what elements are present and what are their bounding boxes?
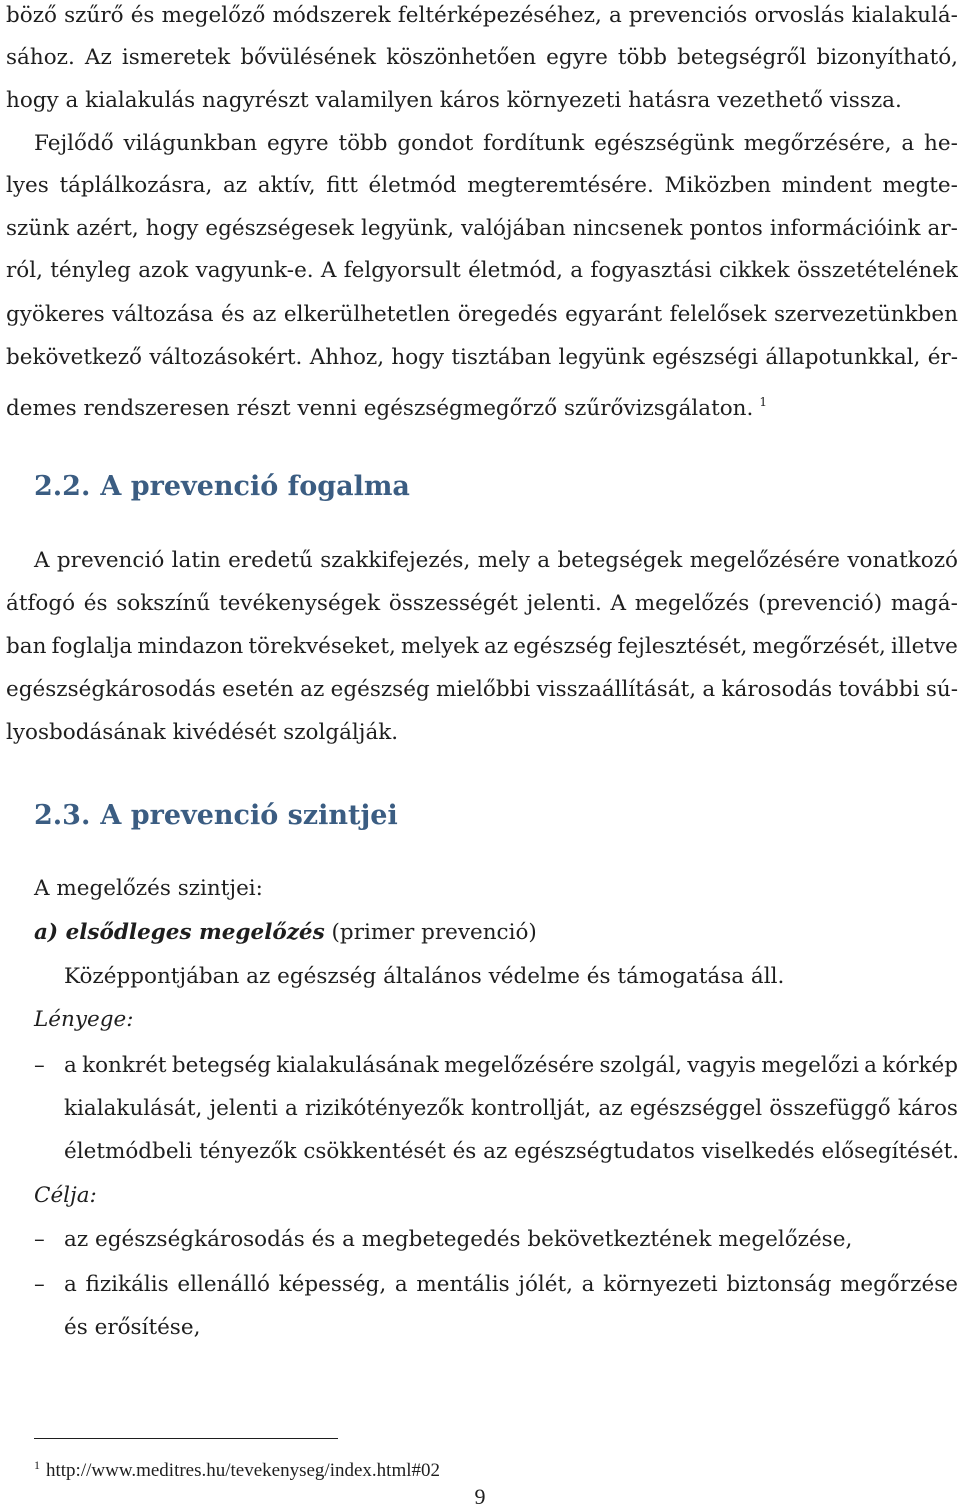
goal-item-1: az egészségkárosodás és a megbetegedés bekövetkeztének megelőzése, (64, 1227, 853, 1252)
word: a (570, 258, 584, 283)
word: egészség (330, 677, 430, 702)
word: szolgál, (599, 1053, 682, 1078)
word: mindent (781, 173, 872, 198)
essence-label: Lényege: (34, 1007, 134, 1032)
page-number: 9 (474, 1484, 486, 1509)
word: egészségünk (594, 131, 734, 156)
word: megelőzésére (444, 1053, 595, 1078)
intro-line-3: hogy a kialakulás nagyrészt valamilyen káros környezeti hatásra vezethető vissza. (6, 88, 902, 113)
word: állapotunkkal, (765, 345, 921, 370)
word: vagyunk-e. (195, 258, 314, 283)
word: biztonság (726, 1272, 832, 1297)
word: a (64, 1272, 77, 1297)
level-a-title: a) elsődleges megelőzés (34, 920, 325, 945)
word: legyünk (558, 345, 645, 370)
word: a (394, 1272, 408, 1297)
level-a-description: Középpontjában az egészség általános védelme és támogatása áll. (64, 964, 785, 989)
goal-item-2-line-1 (64, 1272, 958, 1298)
word: tisztában (451, 345, 552, 370)
word: törekvéseket, (248, 634, 396, 659)
word: bizonyítható, (816, 45, 958, 70)
word: betegségről (677, 45, 807, 70)
word: gondot (397, 131, 474, 156)
word: bekövetkező (6, 345, 142, 370)
word: valójában (461, 216, 566, 241)
word: betegségek (557, 548, 683, 573)
word: a (64, 1053, 77, 1078)
word: (prevenció) (758, 591, 883, 616)
word: illetve (891, 634, 958, 659)
word: összefüggő (769, 1096, 891, 1121)
word: egészségi (652, 345, 759, 370)
bullet-dash: – (34, 1272, 45, 1297)
word: megelőző (161, 3, 266, 28)
word: megelőzés (634, 591, 750, 616)
word: lyes (6, 173, 49, 198)
word: eredetű (228, 548, 313, 573)
word: megelőzésére (689, 548, 840, 573)
word: fordítunk (483, 131, 585, 156)
word: magá- (890, 591, 958, 616)
word: foglalja (51, 634, 133, 659)
word: egyre (266, 131, 329, 156)
word: bővülésének (240, 45, 377, 70)
word: a (702, 677, 716, 702)
word: több (338, 131, 388, 156)
footnote-marker: 1 (34, 1458, 40, 1472)
word: aktív, (257, 173, 316, 198)
word: vagyis (687, 1053, 757, 1078)
word: Miközben (664, 173, 772, 198)
word: felgyorsult (343, 258, 461, 283)
section-number: 2.3. (34, 800, 91, 831)
word: módszerek (272, 3, 391, 28)
word: az (483, 634, 509, 659)
bullet-dash: – (34, 1053, 45, 1078)
word: sához. (6, 45, 75, 70)
intro-line-10-text: demes rendszeresen részt venni egészségmegőrző szűrővizsgálaton. (6, 396, 754, 421)
word: káros (897, 1096, 958, 1121)
word: változásokért. (149, 345, 303, 370)
word: egészségesek (205, 216, 354, 241)
word: A (610, 591, 627, 616)
footnote-link[interactable]: http://www.meditres.hu/tevekenyseg/index.html#02 (46, 1460, 441, 1481)
word: vonatkozó (847, 548, 958, 573)
word: orvoslás (754, 3, 845, 28)
footnote (34, 1454, 440, 1482)
word: megőrzésére, (743, 131, 892, 156)
word: az (300, 677, 325, 702)
footnote-separator (34, 1438, 338, 1439)
word: esetén (222, 677, 294, 702)
word: tényleg (50, 258, 131, 283)
word: és (130, 3, 155, 28)
word: szervezetünkben (774, 302, 958, 327)
word: az (252, 302, 277, 327)
word: Ahhoz, (309, 345, 385, 370)
word: változása (112, 302, 214, 327)
word: összetételének (796, 258, 958, 283)
word: prevenció (56, 548, 165, 573)
word: feltérképezéséhez, (397, 3, 602, 28)
word: ér- (927, 345, 958, 370)
word: egyaránt (565, 302, 663, 327)
word: ban (6, 634, 47, 659)
word: he- (924, 131, 958, 156)
intro-line-9 (6, 345, 958, 371)
word: jelenti (209, 1096, 278, 1121)
word: öregedés (457, 302, 558, 327)
word: cikkek (718, 258, 790, 283)
word: latin (171, 548, 221, 573)
intro-line-4 (34, 131, 958, 157)
essence-item-line-2 (64, 1096, 958, 1122)
section-title: A prevenció szintjei (100, 800, 398, 831)
word: táplálkozásra, (59, 173, 213, 198)
word: legyünk, (360, 216, 455, 241)
word: mentális (416, 1272, 510, 1297)
word: rizikótényezők (304, 1096, 464, 1121)
word: környezeti (603, 1272, 718, 1297)
word: megelőzi (761, 1053, 859, 1078)
word: összességét (388, 591, 518, 616)
section-heading-2-2 (34, 471, 410, 503)
word: fogyasztási (590, 258, 712, 283)
word: Az (84, 45, 112, 70)
word: életmód, (468, 258, 563, 283)
word: nincsenek (572, 216, 683, 241)
word: és (83, 591, 108, 616)
word: sú- (925, 677, 958, 702)
word: azok (138, 258, 189, 283)
word: felelősek (669, 302, 767, 327)
word: további (838, 677, 920, 702)
intro-line-5 (6, 173, 958, 199)
essence-item-line-3: életmódbeli tényezők csökkentését és az egészségtudatos viselkedés elősegítését. (64, 1139, 960, 1164)
word: kórkép (882, 1053, 958, 1078)
word: fitt (326, 173, 358, 198)
word: ellenálló (177, 1272, 270, 1297)
word: kontrollját, (470, 1096, 592, 1121)
word: böző (6, 3, 57, 28)
intro-line-6 (6, 216, 958, 242)
word: a (901, 131, 915, 156)
prevention-line-2 (6, 591, 958, 617)
intro-line-10 (6, 389, 958, 422)
word: kialakulá- (851, 3, 958, 28)
word: képesség, (278, 1272, 387, 1297)
word: szünk (6, 216, 70, 241)
word: több (617, 45, 668, 70)
word: az (598, 1096, 623, 1121)
word: egészség (513, 634, 613, 659)
word: gyökeres (6, 302, 105, 327)
word: ról, (6, 258, 43, 283)
prevention-line-1 (34, 548, 958, 574)
word: megte- (882, 173, 958, 198)
word: mely (477, 548, 530, 573)
intro-line-2 (6, 45, 958, 71)
word: tevékenységek (218, 591, 381, 616)
word: mindazon (137, 634, 244, 659)
word: Fejlődő (34, 131, 114, 156)
intro-line-8 (6, 302, 958, 328)
word: prevenciós (628, 3, 748, 28)
level-a-subtitle: (primer prevenció) (324, 920, 537, 945)
word: a (864, 1053, 877, 1078)
word: azért, (76, 216, 139, 241)
section-heading-2-3 (34, 800, 398, 832)
word: pontos (689, 216, 763, 241)
bullet-dash: – (34, 1227, 45, 1252)
word: és (221, 302, 245, 327)
word: megőrzését, (752, 634, 886, 659)
word: a (608, 3, 622, 28)
word: A (34, 548, 50, 573)
word: világunkban (123, 131, 258, 156)
word: egyre (546, 45, 608, 70)
word: megteremtésére. (467, 173, 654, 198)
word: az (222, 173, 248, 198)
prevention-line-3 (6, 634, 958, 660)
prevention-line-4 (6, 677, 958, 703)
prevention-line-5: lyosbodásának kivédését szolgálják. (6, 720, 399, 745)
word: kialakulását, (64, 1096, 203, 1121)
word: visszaállítását, (536, 677, 697, 702)
word: szűrő (64, 3, 124, 28)
word: köszönhetően (386, 45, 537, 70)
section-number: 2.2. (34, 471, 91, 502)
word: életmód (368, 173, 457, 198)
word: a (581, 1272, 595, 1297)
word: a (284, 1096, 298, 1121)
word: a (537, 548, 551, 573)
levels-intro: A megelőzés szintjei: (34, 876, 263, 901)
word: ismeretek (121, 45, 231, 70)
essence-item-line-1 (64, 1053, 958, 1079)
word: jólét, (518, 1272, 573, 1297)
intro-line-1 (6, 3, 958, 29)
intro-line-7 (6, 258, 958, 284)
word: megőrzése (840, 1272, 958, 1297)
word: fizikális (85, 1272, 169, 1297)
word: egészséggel (629, 1096, 763, 1121)
footnote-reference[interactable]: 1 (759, 395, 767, 409)
word: elkerülhetetlen (283, 302, 451, 327)
word: ar- (927, 216, 958, 241)
level-a-heading (34, 920, 958, 946)
word: betegség (171, 1053, 271, 1078)
goal-label: Célja: (34, 1183, 97, 1208)
word: átfogó (6, 591, 76, 616)
word: károsodás (721, 677, 833, 702)
word: konkrét (82, 1053, 167, 1078)
word: információink (769, 216, 921, 241)
section-title: A prevenció fogalma (100, 471, 410, 502)
word: hogy (145, 216, 199, 241)
word: szakkifejezés, (320, 548, 471, 573)
word: hogy (391, 345, 445, 370)
word: sokszínű (116, 591, 211, 616)
word: mielőbbi (436, 677, 531, 702)
word: melyek (400, 634, 479, 659)
word: A (320, 258, 337, 283)
word: kialakulásának (276, 1053, 439, 1078)
word: fejlesztését, (617, 634, 748, 659)
word: jelenti. (526, 591, 602, 616)
word: egészségkárosodás (6, 677, 216, 702)
goal-item-2-line-2: és erősítése, (64, 1315, 201, 1340)
